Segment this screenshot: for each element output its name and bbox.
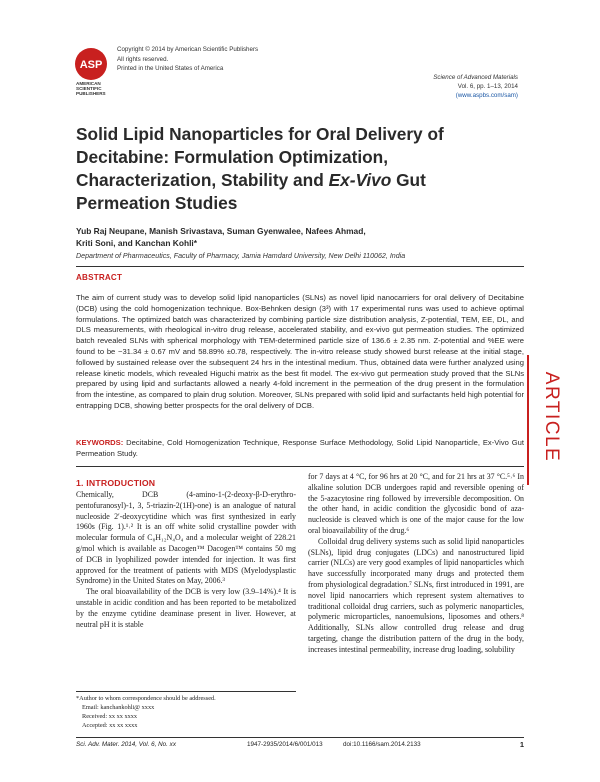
paragraph: Chemically, DCB (4-amino-1-(2-deoxy-β-D-erythro-pentofuranosyl)-1, 3, 5-triazin-2(1H)-one) is an analogue of natural nucleoside 2′-deoxycytidine which was first synthesized in early 1960s (Fig. 1).¹˒² It is an off white solid crystalline powder with molecular formula of C₈H₁₂N₄O₄ and a molecular weight of 228.21 g/mol which is available as Dacogen™ Dacogen™ contains 50 mg of DCB in lyophilized powder intended for injection. It was first approved for the treatment of patients with MDS (Myelodysplastic Syndrome) in the United States on May, 2006.³ (76, 490, 296, 586)
abstract-heading: ABSTRACT (76, 273, 123, 282)
publisher-info (117, 45, 258, 74)
footer-divider (76, 737, 524, 738)
title-main: Solid Lipid Nanoparticles for Oral Delivery of Decitabine: Formulation Optimization, Characterization, Stability and Ex-Vivo Gut Permeation Studies (76, 124, 444, 213)
logo-text: ASP (79, 59, 103, 71)
paragraph: Colloidal drug delivery systems such as solid lipid nanoparticles (SLNs), lipid drug conjugates (LDCs) and nanostructured lipid carrier (NLCs) are very good examples of lipid nanoparticles which have successfully incorporated many drugs and protected them from physiological degradation.⁷ SLNs, first introduced in 1991, are novel lipid nanocarriers which represent system alternatives to traditional colloidal drug carriers, such as polymeric nanoparticles, polymeric microparticles, nanoemulsions, liposomes and others.⁸ Additionally, SLNs allow controlled drug release and drug targeting, change the distribution pattern of the drug in the body, increases intestinal permeability, increase drug loading, solubility (308, 536, 524, 654)
article-type-label: ARTICLE (541, 371, 562, 463)
keywords (76, 438, 524, 460)
footnote (76, 694, 296, 730)
rights-line: All rights reserved. (117, 55, 169, 63)
journal-info (433, 74, 518, 100)
affiliation: Department of Pharmaceutics, Faculty of Pharmacy, Jamia Hamdard University, New Delhi 110062, India (76, 252, 406, 260)
authors-line-2: Kriti Soni, and Kanchan Kohli* (76, 238, 197, 248)
title-italic-term: Ex-Vivo (328, 170, 392, 190)
article-type-tab (527, 355, 562, 485)
asp-logo-icon (66, 47, 116, 97)
journal-volume: Vol. 6, pp. 1–13, 2014 (457, 82, 518, 90)
page-footer (76, 741, 524, 751)
keywords-label: KEYWORDS: (76, 438, 124, 447)
divider (76, 266, 524, 267)
footer-doi[interactable]: doi:10.1166/sam.2014.2133 (343, 741, 421, 748)
section-heading: 1. INTRODUCTION (76, 478, 156, 488)
journal-url-link[interactable]: (www.aspbs.com/sam) (455, 91, 518, 99)
abstract-text: The aim of current study was to develop solid lipid nanoparticles (SLNs) as novel lipid nanocarriers for oral delivery of Decitabine (DCB) using the cold homogenization technique. Box-Behnken design (3³) with 17 experimental runs was used to achieve optimal formulations. The optimized batch was characterized by combining particle size distribution analysis, Z-potential, TEM, EE, DL, and DLS measurements, with rheological in-vitro drug release, accelerated stability, and ex-vivo gut permeation studies. The optimized batch revealed SLNs with spherical morphology with TEM-determined particle size of 136.6 ± 2.35 nm. Z-potential and %EE were found to be −31.34 ± 0.67 mV and 58.89% ±0.78, respectively. The in-vitro release study showed burst release at the initial stage, followed by sustained release over the subsequent 24 hrs in the intestinal medium. Thus, obtained data were further analyzed using release kinetic models, which revealed Higuchi matrix as the best fit model. The ex-vivo gut permeation study proved that the SLNs prepared by using lipid and surfactants allowed a nearly 4-fold increment in the permeation of the drug present in the formulation from the intestine, as compared to plain drug solution. Moreover, SLNs prepared with solid lipid and surfactants held high potential for entrapping DCB, showing better prospects for the oral delivery of DCB. (76, 293, 524, 410)
accepted-line: Accepted: xx xx xxxx (82, 722, 138, 729)
logo-subtext-3: PUBLISHERS (76, 91, 106, 96)
logo-subtext-2: SCIENTIFIC (76, 86, 102, 91)
authors-line-1: Yub Raj Neupane, Manish Srivastava, Suman Gyenwalee, Nafees Ahmad, (76, 226, 366, 236)
paragraph: for 7 days at 4 °C, for 96 hrs at 20 °C, and for 21 hrs at 37 °C.⁵˒⁶ In alkaline solution DCB undergoes rapid and reversible opening of the 5-azacytosine ring followed by irreversible decomposition. On the other hand, in acidic condition the glycosidic bond of aza-nucleoside is cleaved which is one of the major cause for the low oral bioavailability of the drug.⁶ (308, 472, 524, 535)
copyright-line: Copyright © 2014 by American Scientific Publishers (117, 46, 259, 53)
email-line[interactable]: Email: kanchankohli@ xxxx (82, 704, 155, 711)
publisher-logo (66, 47, 116, 97)
page-number: 1 (519, 740, 524, 749)
paragraph: The oral bioavailability of the DCB is very low (3.9–14%).⁴ It is unstable in acidic condition and has been reported to be metabolized by the enzyme cytidine deaminase present in liver. However, at neutral pH it is stable (76, 587, 296, 629)
journal-name: Science of Advanced Materials (433, 74, 518, 81)
footer-issn: 1947-2935/2014/6/001/013 (247, 741, 323, 748)
body-column-right (308, 472, 524, 656)
author-list (76, 225, 366, 249)
footer-citation: Sci. Adv. Mater. 2014, Vol. 6, No. xx (76, 741, 176, 748)
corresponding-note: *Author to whom correspondence should be addressed. (76, 695, 216, 702)
footnote-divider (76, 691, 296, 692)
logo-subtext-1: AMERICAN (76, 81, 101, 86)
keywords-text: Decitabine, Cold Homogenization Technique, Response Surface Methodology, Solid Lipid Nanoparticle, Ex-Vivo Gut Permeation Study. (76, 438, 524, 458)
divider (76, 466, 524, 467)
printed-line: Printed in the United States of America (117, 65, 224, 72)
body-column-left (76, 490, 296, 630)
article-title (76, 123, 506, 215)
received-line: Received: xx xx xxxx (82, 713, 138, 720)
article-tab-bar (527, 355, 529, 485)
